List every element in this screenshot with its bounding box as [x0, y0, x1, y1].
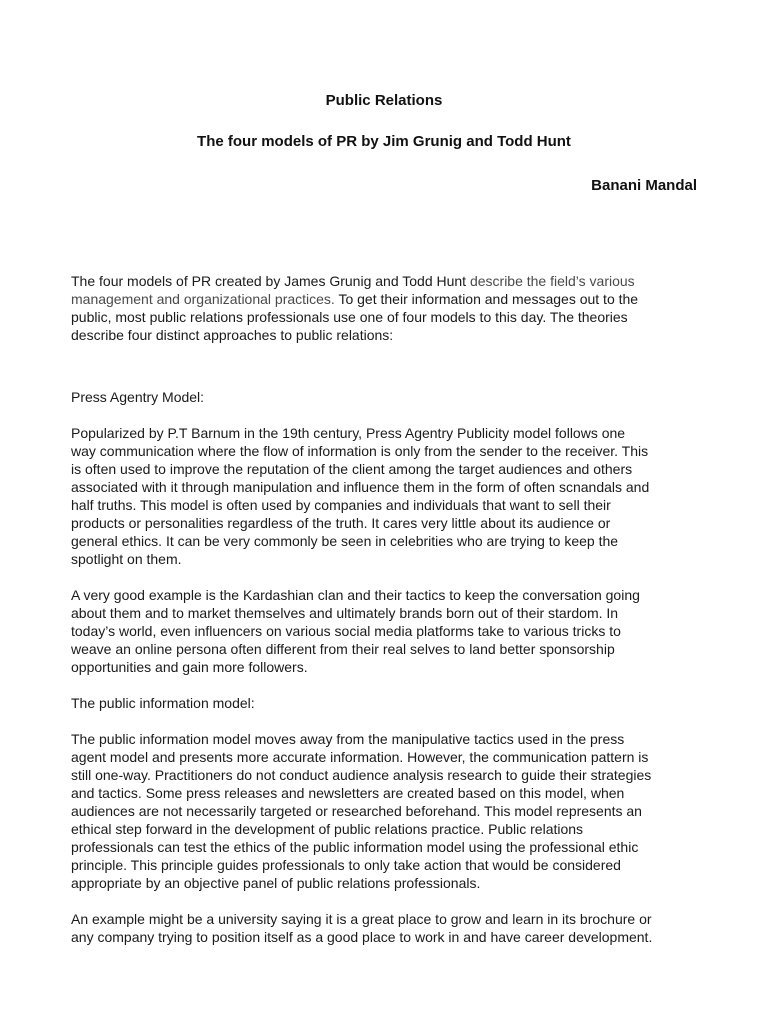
- intro-line: public, most public relations professionals use one of four models to this day. The theories: [71, 309, 628, 325]
- paragraph-line: general ethics. It can be very commonly be seen in celebrities who are trying to keep the: [71, 533, 619, 549]
- paragraph-line: still one-way. Practitioners do not conduct audience analysis research to guide their strategies: [71, 767, 652, 783]
- public-information-paragraph-1: [71, 730, 701, 892]
- document-body: [71, 272, 701, 946]
- paragraph-line: half truths. This model is often used by companies and individuals that want to sell their: [71, 497, 611, 513]
- intro-line: [71, 290, 701, 308]
- paragraph-line: A very good example is the Kardashian clan and their tactics to keep the conversation going: [71, 587, 640, 603]
- paragraph-line: today’s world, even influencers on various social media platforms take to various tricks to: [71, 623, 621, 639]
- press-agentry-paragraph-1: [71, 424, 701, 568]
- press-agentry-heading: Press Agentry Model:: [71, 389, 205, 405]
- paragraph-line: weave an online persona often different from their real selves to land better sponsorship: [71, 641, 615, 657]
- paragraph-line: professionals can test the ethics of the public information model using the professional ethic: [71, 839, 639, 855]
- paragraph-line: and tactics. Some press releases and newsletters are created based on this model, when: [71, 785, 625, 801]
- intro-text: The four models of PR created by James Grunig and Todd Hunt: [71, 273, 470, 289]
- paragraph-line: Popularized by P.T Barnum in the 19th century, Press Agentry Publicity model follows one: [71, 425, 626, 441]
- intro-highlight: describe the field’s various: [469, 273, 635, 289]
- public-information-paragraph-2: [71, 910, 701, 946]
- paragraph-line: any company trying to position itself as a good place to work in and have career development.: [71, 929, 653, 945]
- paragraph-line: about them and to market themselves and ultimately brands born out of their stardom. In: [71, 605, 619, 621]
- document-title: Public Relations: [325, 92, 443, 109]
- paragraph-line: way communication where the flow of information is only from the sender to the receiver. This: [71, 443, 649, 459]
- paragraph-line: opportunities and gain more followers.: [71, 659, 308, 675]
- intro-highlight: management and organizational practices.: [71, 291, 335, 307]
- paragraph-line: appropriate by an objective panel of public relations professionals.: [71, 875, 481, 891]
- paragraph-line: audiences are not necessarily targeted or researched beforehand. This model represents an: [71, 803, 642, 819]
- intro-paragraph: [71, 272, 701, 344]
- intro-text: To get their information and messages out to the: [334, 291, 639, 307]
- paragraph-line: ethical step forward in the development of public relations practice. Public relations: [71, 821, 584, 837]
- paragraph-line: spotlight on them.: [71, 551, 182, 567]
- paragraph-line: products or personalities regardless of the truth. It cares very little about its audience or: [71, 515, 611, 531]
- public-information-heading: The public information model:: [71, 695, 255, 711]
- intro-line: [71, 272, 701, 290]
- press-agentry-paragraph-2: [71, 586, 701, 676]
- intro-line: describe four distinct approaches to public relations:: [71, 327, 394, 343]
- paragraph-line: An example might be a university saying it is a great place to grow and learn in its brochure or: [71, 911, 652, 927]
- paragraph-line: associated with it through manipulation and influence them in the form of often scnandals and: [71, 479, 650, 495]
- paragraph-line: agent model and presents more accurate information. However, the communication pattern is: [71, 749, 649, 765]
- document-author: Banani Mandal: [591, 177, 697, 194]
- paragraph-line: The public information model moves away from the manipulative tactics used in the press: [71, 731, 625, 747]
- paragraph-line: principle. This principle guides professionals to only take action that would be considered: [71, 857, 621, 873]
- paragraph-line: is often used to improve the reputation of the client among the target audiences and others: [71, 461, 633, 477]
- document-subtitle: The four models of PR by Jim Grunig and Todd Hunt: [197, 133, 571, 150]
